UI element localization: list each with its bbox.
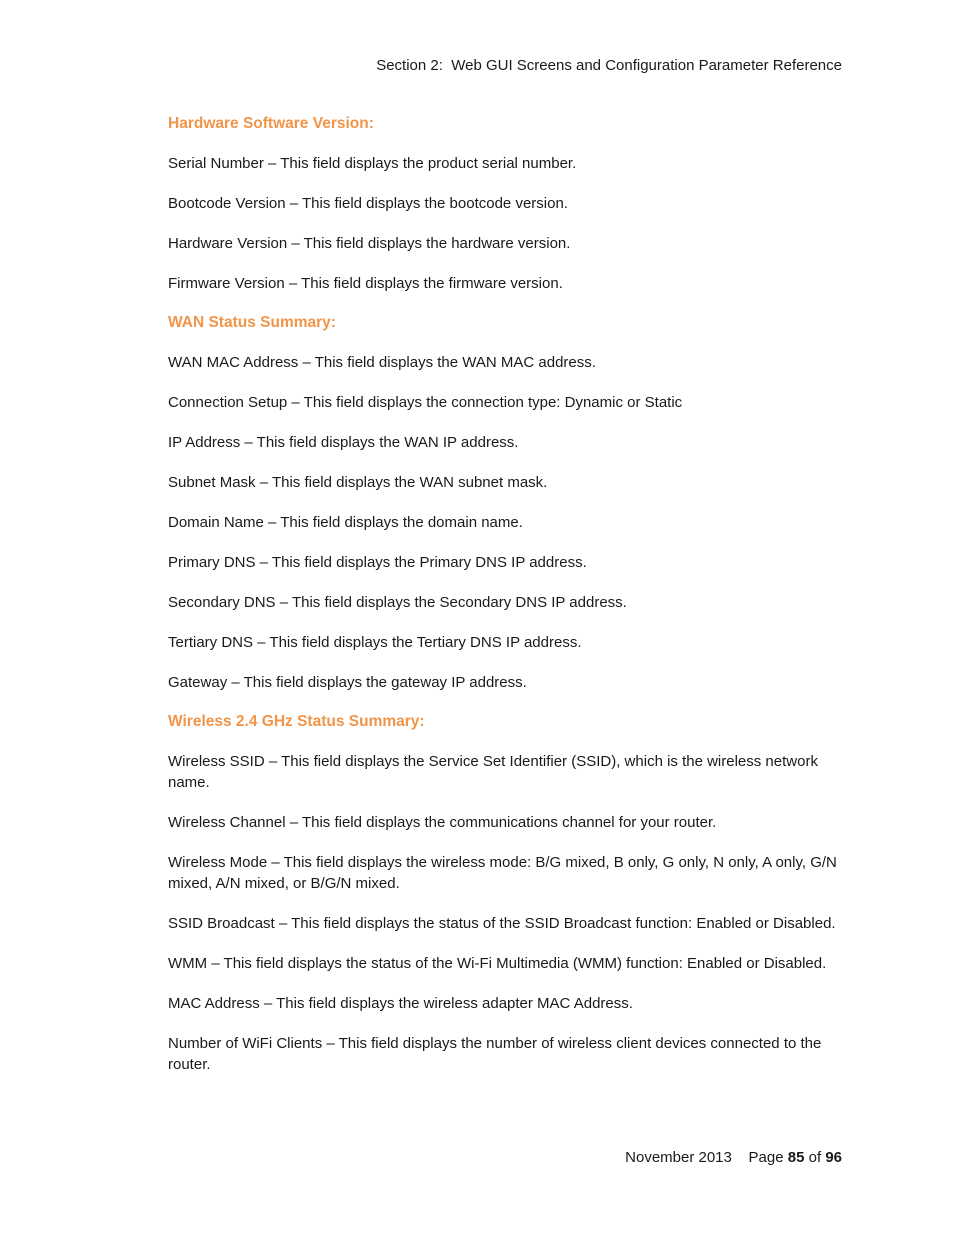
field-description: Connection Setup – This field displays the connection type: Dynamic or Static bbox=[168, 394, 683, 411]
footer-page-label: Page bbox=[748, 1149, 784, 1166]
footer-date: November 2013 bbox=[625, 1149, 732, 1166]
running-header: Section 2: Web GUI Screens and Configuration Parameter Reference bbox=[376, 57, 842, 74]
field-description: Wireless Mode – This field displays the wireless mode: B/G mixed, B only, G only, N only, A only, G/N mixed, A/N mixed, or B/G/N mixed. bbox=[168, 854, 837, 892]
field-description: Gateway – This field displays the gateway IP address. bbox=[168, 674, 527, 691]
field-description: SSID Broadcast – This field displays the status of the SSID Broadcast function: Enabled or Disabled. bbox=[168, 915, 836, 932]
section-hardware-software-version bbox=[168, 114, 842, 294]
field-description: Secondary DNS – This field displays the Secondary DNS IP address. bbox=[168, 594, 627, 611]
field-description: Tertiary DNS – This field displays the Tertiary DNS IP address. bbox=[168, 634, 582, 651]
field-description: Subnet Mask – This field displays the WAN subnet mask. bbox=[168, 474, 548, 491]
section-heading: Wireless 2.4 GHz Status Summary: bbox=[168, 713, 425, 730]
field-description: Primary DNS – This field displays the Primary DNS IP address. bbox=[168, 554, 587, 571]
section-heading: WAN Status Summary: bbox=[168, 314, 336, 331]
document-body bbox=[168, 114, 842, 1094]
section-wireless-24ghz-status-summary bbox=[168, 712, 842, 1075]
field-description: WAN MAC Address – This field displays the WAN MAC address. bbox=[168, 354, 596, 371]
footer-of-label: of bbox=[808, 1149, 822, 1166]
field-description: Number of WiFi Clients – This field displays the number of wireless client devices connected to the router. bbox=[168, 1035, 822, 1073]
field-description: Domain Name – This field displays the domain name. bbox=[168, 514, 523, 531]
field-description: MAC Address – This field displays the wireless adapter MAC Address. bbox=[168, 995, 633, 1012]
field-description: Serial Number – This field displays the product serial number. bbox=[168, 155, 577, 172]
field-description: Bootcode Version – This field displays the bootcode version. bbox=[168, 195, 568, 212]
field-description: Hardware Version – This field displays the hardware version. bbox=[168, 235, 571, 252]
field-description: WMM – This field displays the status of the Wi-Fi Multimedia (WMM) function: Enabled or Disabled. bbox=[168, 955, 827, 972]
field-description: IP Address – This field displays the WAN IP address. bbox=[168, 434, 519, 451]
section-wan-status-summary bbox=[168, 313, 842, 693]
field-description: Wireless Channel – This field displays the communications channel for your router. bbox=[168, 814, 717, 831]
field-description: Firmware Version – This field displays the firmware version. bbox=[168, 275, 563, 292]
page-number: 85 bbox=[787, 1149, 805, 1166]
field-description: Wireless SSID – This field displays the Service Set Identifier (SSID), which is the wireless network name. bbox=[168, 753, 818, 791]
page-footer bbox=[625, 1149, 842, 1166]
total-pages: 96 bbox=[825, 1149, 842, 1166]
section-heading: Hardware Software Version: bbox=[168, 115, 374, 132]
